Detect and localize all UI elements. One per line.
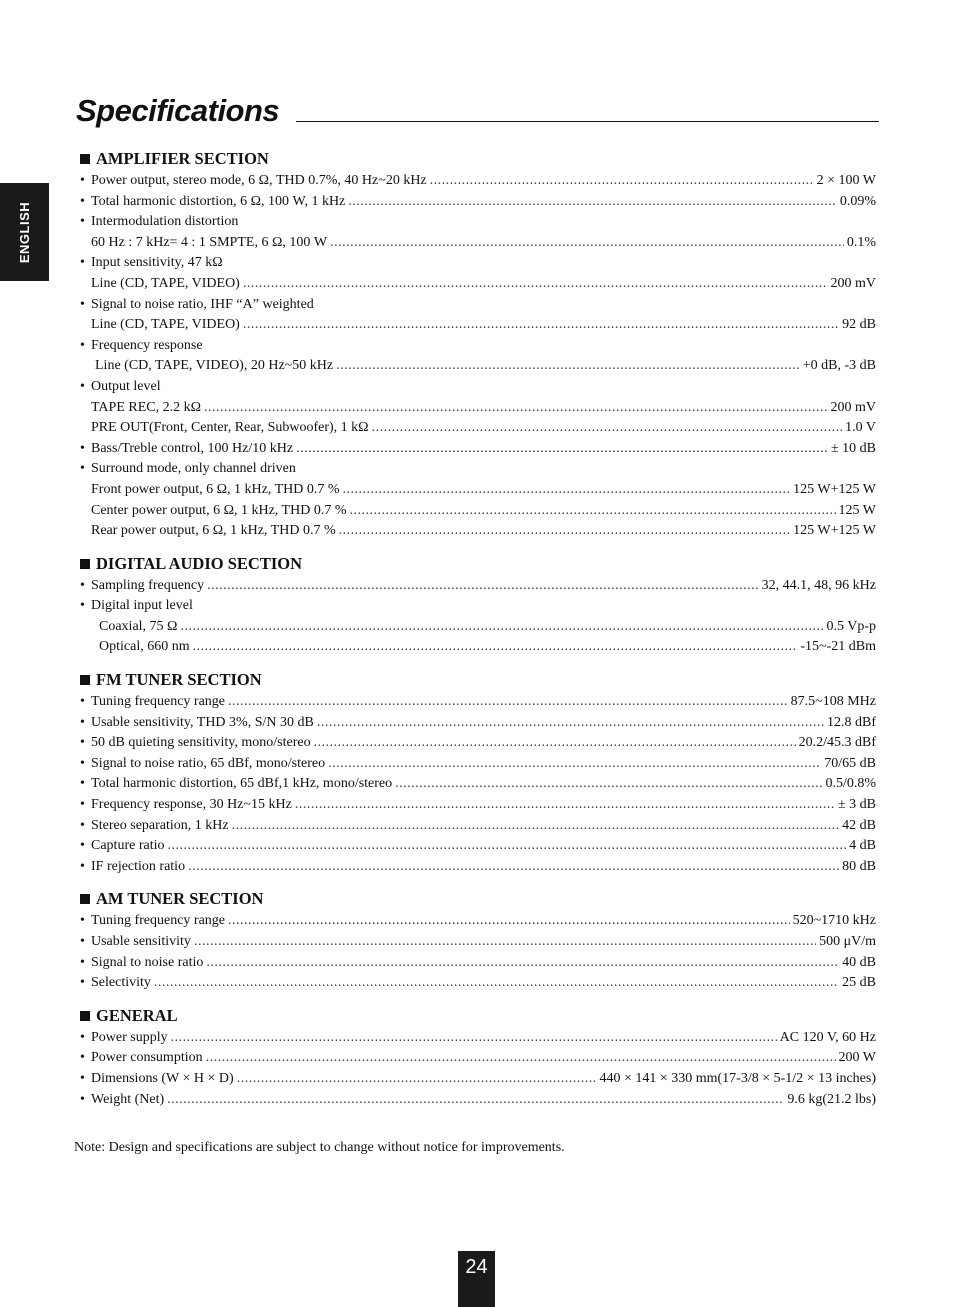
section-heading: FM TUNER SECTION [80,667,876,692]
spec-row: • Tuning frequency range ..... 87.5~108 MHz [80,692,876,713]
footnote: Note: Design and specifications are subject to change without notice for improvements. [74,1140,565,1155]
spec-row: Line (CD, TAPE, VIDEO) ..... 92 dB [80,315,876,336]
spec-row: • Usable sensitivity, THD 3%, S/N 30 dB ..... 12.8 dBf [80,713,876,734]
spec-row: • Power supply ..... AC 120 V, 60 Hz [80,1028,876,1049]
spec-row: • IF rejection ratio ..... 80 dB [80,857,876,878]
amplifier-section [80,146,876,542]
square-bullet-icon [80,154,90,164]
spec-row: Front power output, 6 Ω, 1 kHz, THD 0.7 % ..... 125 W+125 W [80,480,876,501]
digital-audio-section [80,551,876,658]
spec-row: • Signal to noise ratio, IHF “A” weighted [80,296,314,312]
spec-row: • Input sensitivity, 47 kΩ [80,255,223,271]
spec-row: • Signal to noise ratio ..... 40 dB [80,953,876,974]
spec-row: TAPE REC, 2.2 kΩ ..... 200 mV [80,398,876,419]
spec-row: • Usable sensitivity ..... 500 μV/m [80,932,876,953]
section-heading: AMPLIFIER SECTION [80,146,876,171]
square-bullet-icon [80,894,90,904]
spec-row: • Selectivity ..... 25 dB [80,973,876,994]
specifications-content [80,146,876,1119]
fm-tuner-section [80,667,876,877]
spec-row: • Power output, stereo mode, 6 Ω, THD 0.7%, 40 Hz~20 kHz ..... 2 × 100 W [80,171,876,192]
spec-row: • Intermodulation distortion [80,214,239,230]
spec-row: • Frequency response, 30 Hz~15 kHz ..... ± 3 dB [80,795,876,816]
spec-row: • Power consumption ..... 200 W [80,1048,876,1069]
spec-row: • Sampling frequency ..... 32, 44.1, 48, 96 kHz [80,576,876,597]
page-title: Specifications [76,93,280,128]
spec-row: • Bass/Treble control, 100 Hz/10 kHz ..... ± 10 dB [80,439,876,460]
spec-row: • Surround mode, only channel driven [80,461,296,477]
general-section [80,1003,876,1110]
spec-row: • Frequency response [80,337,203,353]
square-bullet-icon [80,559,90,569]
spec-row: Rear power output, 6 Ω, 1 kHz, THD 0.7 % ..... 125 W+125 W [80,521,876,542]
spec-row: Center power output, 6 Ω, 1 kHz, THD 0.7 % ..... 125 W [80,501,876,522]
spec-row: Optical, 660 nm ..... -15~-21 dBm [80,637,876,658]
language-tab-label: ENGLISH [17,201,33,263]
spec-row: Line (CD, TAPE, VIDEO), 20 Hz~50 kHz ..... +0 dB, -3 dB [80,356,876,377]
language-tab [0,183,49,281]
spec-row: • Tuning frequency range ..... 520~1710 kHz [80,911,876,932]
spec-row: • Capture ratio ..... 4 dB [80,836,876,857]
am-tuner-section [80,886,876,993]
section-heading: AM TUNER SECTION [80,886,876,911]
spec-row: • Output level [80,378,161,394]
page-number: 24 [458,1251,495,1307]
spec-row: • Stereo separation, 1 kHz ..... 42 dB [80,816,876,837]
spec-row: • Dimensions (W × H × D) ..... 440 × 141 × 330 mm(17-3/8 × 5-1/2 × 13 inches) [80,1069,876,1090]
spec-row: • Digital input level [80,598,193,614]
spec-row: • Weight (Net) ..... 9.6 kg(21.2 lbs) [80,1090,876,1111]
spec-row: Coaxial, 75 Ω ..... 0.5 Vp-p [80,617,876,638]
square-bullet-icon [80,1011,90,1021]
square-bullet-icon [80,675,90,685]
spec-row: • Total harmonic distortion, 65 dBf,1 kHz, mono/stereo ..... 0.5/0.8% [80,774,876,795]
section-heading: DIGITAL AUDIO SECTION [80,551,876,576]
spec-row: Line (CD, TAPE, VIDEO) ..... 200 mV [80,274,876,295]
spec-row: PRE OUT(Front, Center, Rear, Subwoofer), 1 kΩ ..... 1.0 V [80,418,876,439]
spec-row: 60 Hz : 7 kHz= 4 : 1 SMPTE, 6 Ω, 100 W ..... 0.1% [80,233,876,254]
spec-row: • Signal to noise ratio, 65 dBf, mono/stereo ..... 70/65 dB [80,754,876,775]
title-underline [296,121,879,122]
spec-row: • Total harmonic distortion, 6 Ω, 100 W, 1 kHz ..... 0.09% [80,192,876,213]
section-heading: GENERAL [80,1003,876,1028]
spec-row: • 50 dB quieting sensitivity, mono/stereo ..... 20.2/45.3 dBf [80,733,876,754]
